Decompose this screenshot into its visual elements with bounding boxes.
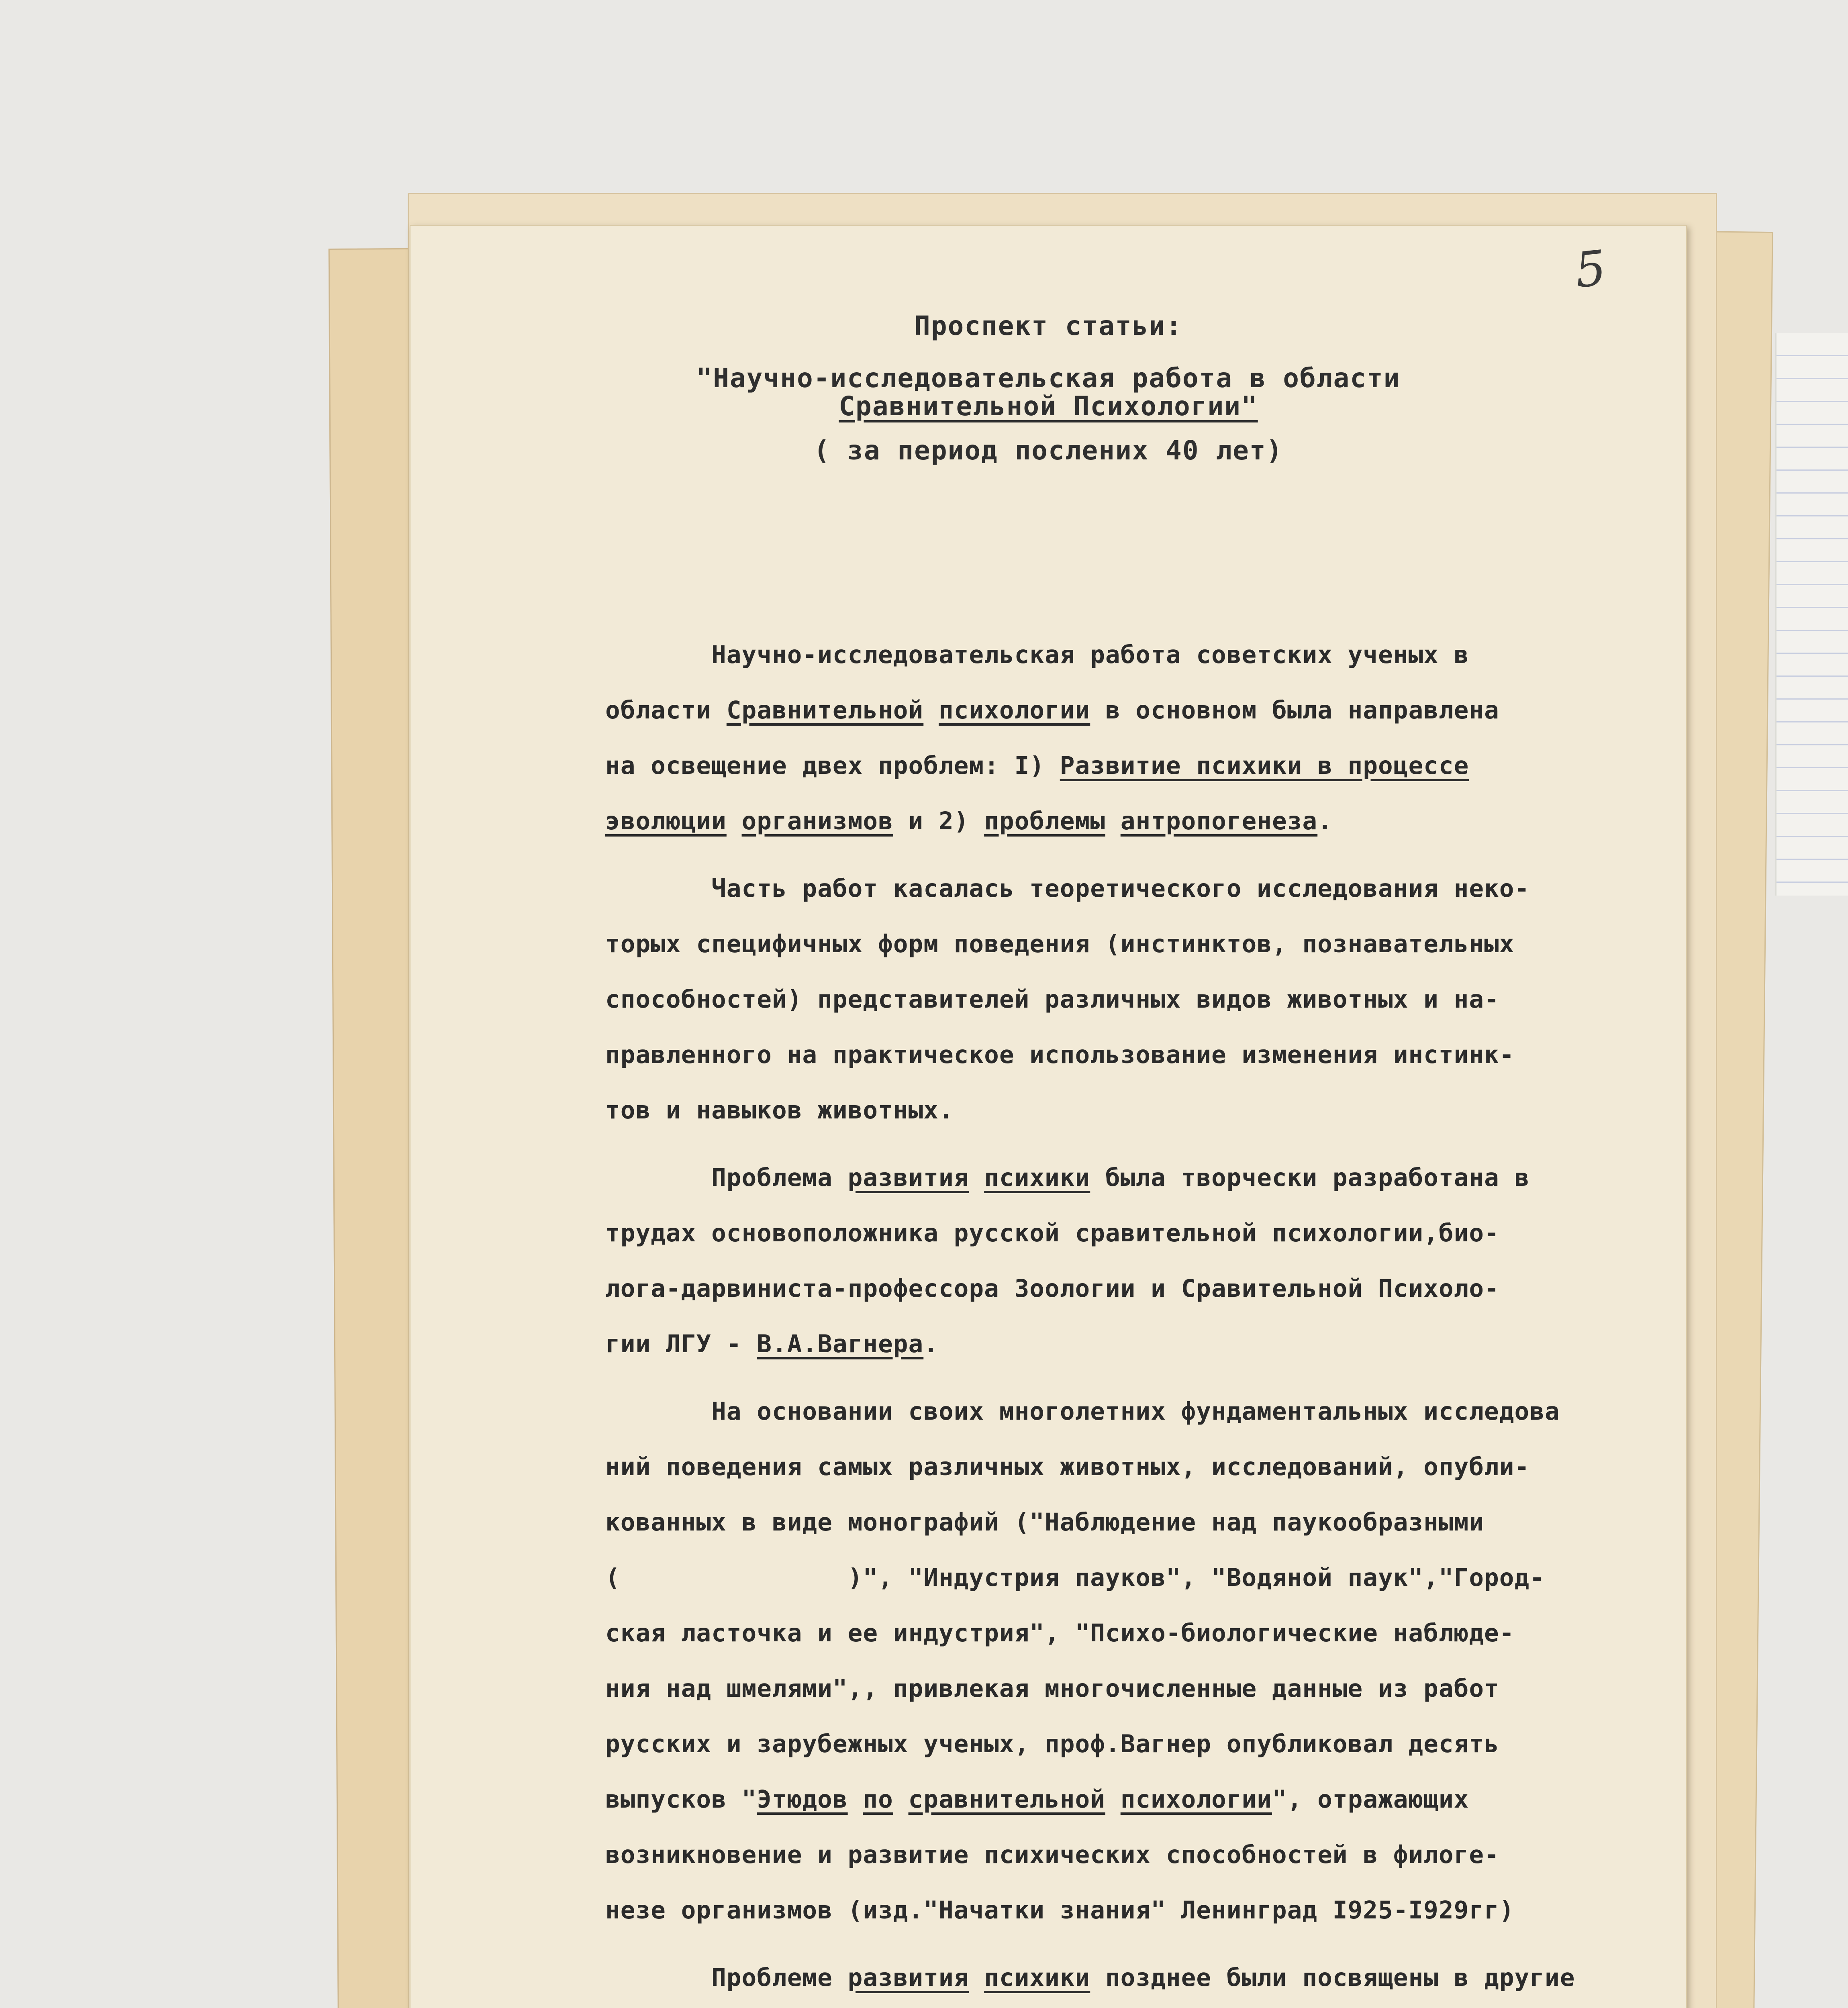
- text-segment: кованных в виде монографий ("Наблюдение над паукообразными: [605, 1508, 1485, 1537]
- text-line: [605, 861, 1682, 916]
- text-segment: ний поведения самых различных животных, исследований, опубли-: [605, 1453, 1530, 1481]
- text-segment: .: [923, 1330, 939, 1358]
- text-line: [605, 1083, 1682, 1138]
- underlined-text: развития: [847, 1163, 969, 1192]
- text-segment: [727, 807, 742, 835]
- text-segment: и 2): [893, 807, 984, 835]
- text-segment: позднее были посвящены в другие: [1090, 1963, 1575, 1992]
- text-segment: Проблеме: [605, 1963, 848, 1992]
- underlined-text: по: [863, 1785, 893, 1814]
- body-text: [605, 627, 1682, 2006]
- text-segment: была творчески разработана в: [1090, 1163, 1530, 1192]
- text-segment: русских и зарубежных ученых, проф.Вагнер опубликовал десять: [605, 1730, 1499, 1758]
- text-segment: [969, 1163, 984, 1192]
- text-segment: .: [1317, 807, 1333, 835]
- text-segment: Научно-исследовательская работа советских ученых в: [605, 641, 1469, 669]
- text-segment: ская ласточка и ее индустрия", "Психо-биологические наблюде-: [605, 1619, 1515, 1647]
- text-line: [605, 1883, 1682, 1938]
- text-segment: ", отражающих: [1272, 1785, 1469, 1814]
- text-segment: ния над шмелями",, привлекая многочисленные данные из работ: [605, 1674, 1499, 1703]
- text-segment: Проблема: [605, 1163, 848, 1192]
- underlined-text: Сравнительной: [726, 696, 924, 724]
- text-line: [605, 1261, 1682, 1316]
- underlined-text: антропогенеза: [1120, 807, 1318, 835]
- text-segment: возникновение и развитие психических способностей в филоге-: [605, 1841, 1499, 1869]
- text-segment: лога-дарвиниста-профессора Зоологии и Сравительной Психоло-: [605, 1274, 1499, 1303]
- text-line: [605, 1772, 1682, 1827]
- typewritten-page: [410, 225, 1687, 2008]
- title-article-name-continued: Сравнительной Психологии": [839, 391, 1258, 422]
- title-period: ( за период послених 40 лет): [813, 435, 1283, 466]
- text-segment: [923, 696, 939, 724]
- text-line: [605, 794, 1682, 849]
- text-line: [605, 1950, 1682, 2006]
- text-segment: правленного на практическое использование изменения инстинк-: [605, 1041, 1515, 1069]
- text-line: [605, 1384, 1682, 1439]
- text-segment: области: [605, 696, 727, 724]
- lined-notebook-page-edge: [1775, 333, 1848, 896]
- text-segment: незе организмов (изд."Начатки знания" Ленинград I925-I929гг): [605, 1896, 1515, 1924]
- text-line: [605, 1316, 1682, 1372]
- underlined-text: психики: [984, 1163, 1090, 1192]
- text-segment: способностей) представителей различных видов животных и на-: [605, 985, 1499, 1014]
- text-line: [605, 627, 1682, 683]
- text-line: [605, 683, 1682, 738]
- underlined-text: психологии: [1120, 1785, 1272, 1814]
- text-segment: [848, 1785, 863, 1814]
- text-segment: [969, 1963, 984, 1992]
- text-line: [605, 916, 1682, 972]
- title-article-name: "Научно-исследовательская работа в области: [696, 363, 1401, 394]
- underlined-text: В.А.Вагнера: [757, 1330, 924, 1358]
- text-line: [605, 1550, 1682, 1606]
- underlined-text: психики: [984, 1963, 1090, 1992]
- text-line: [605, 1439, 1682, 1495]
- text-segment: на освещение двех проблем: I): [605, 751, 1060, 780]
- text-segment: [893, 1785, 909, 1814]
- text-line: [605, 1027, 1682, 1083]
- text-line: [605, 738, 1682, 794]
- text-segment: в основном была направлена: [1090, 696, 1499, 724]
- text-segment: На основании своих многолетних фундаментальных исследова: [605, 1397, 1560, 1426]
- underlined-text: Этюдов: [757, 1785, 848, 1814]
- paragraph-gap: [605, 1138, 1682, 1150]
- text-line: [605, 1716, 1682, 1772]
- text-line: [605, 1827, 1682, 1883]
- text-segment: гии ЛГУ -: [605, 1330, 757, 1358]
- paragraph-gap: [605, 1372, 1682, 1384]
- text-line: [605, 972, 1682, 1027]
- handwritten-page-number: 5: [1572, 240, 1606, 299]
- underlined-text: развития: [847, 1963, 969, 1992]
- paragraph-gap: [605, 1938, 1682, 1950]
- text-segment: тов и навыков животных.: [605, 1096, 954, 1124]
- text-segment: ( )", "Индустрия пауков", "Водяной паук","Город-: [605, 1563, 1545, 1592]
- underlined-text: проблемы: [984, 807, 1105, 835]
- text-line: [605, 1606, 1682, 1661]
- text-line: [605, 1495, 1682, 1550]
- document-title: [410, 306, 1686, 471]
- text-line: [605, 1661, 1682, 1716]
- text-segment: трудах основоположника русской сравительной психологии,био-: [605, 1219, 1499, 1247]
- underlined-text: Развитие психики в процессе: [1060, 751, 1469, 780]
- underlined-text: психологии: [938, 696, 1090, 724]
- text-segment: торых специфичных форм поведения (инстинктов, познавательных: [605, 930, 1515, 958]
- text-segment: выпусков ": [605, 1785, 757, 1814]
- underlined-text: организмов: [741, 807, 893, 835]
- text-segment: [1105, 1785, 1121, 1814]
- paragraph-gap: [605, 849, 1682, 861]
- text-segment: [1105, 807, 1121, 835]
- text-segment: Часть работ касалась теоретического исследования неко-: [605, 874, 1530, 903]
- text-line: [605, 1150, 1682, 1206]
- underlined-text: сравнительной: [908, 1785, 1105, 1814]
- underlined-text: эволюции: [605, 807, 727, 835]
- title-heading: Проспект статьи:: [914, 310, 1182, 341]
- text-line: [605, 1206, 1682, 1261]
